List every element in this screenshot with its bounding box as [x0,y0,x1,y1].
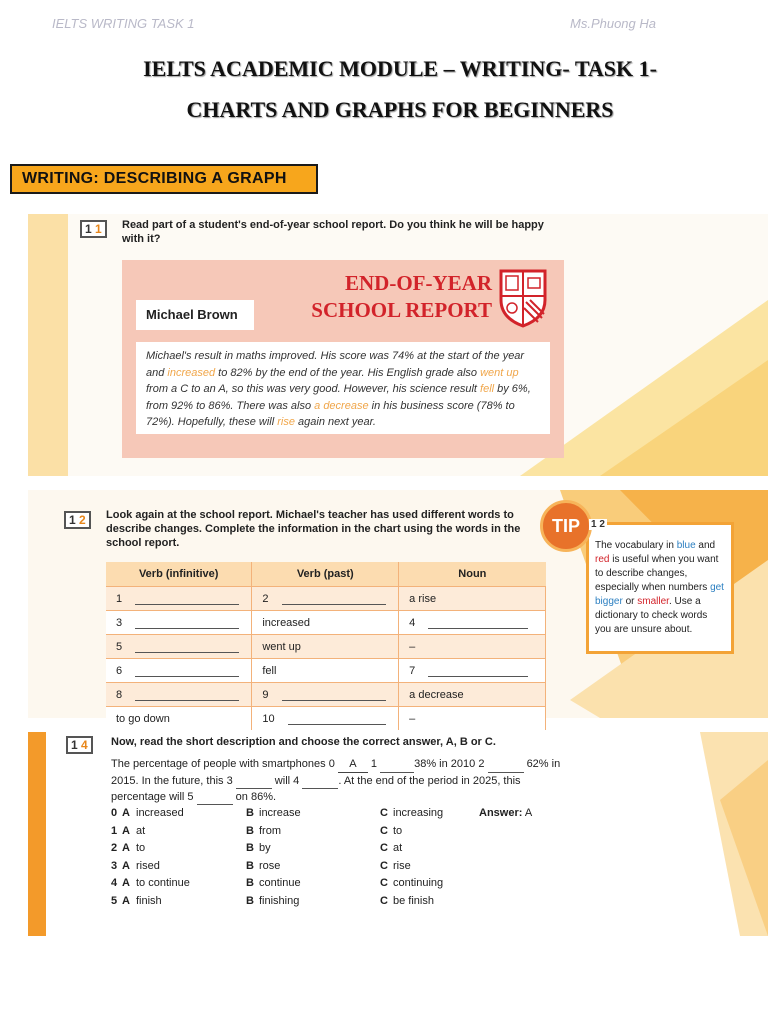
report-text-part: Michael's result in maths improved. His score was 74% at the start of the year and [146,350,525,379]
table-row [106,659,546,683]
option-part: B [246,877,254,889]
tip-text-blue: blue [676,540,696,551]
option-part: by [259,842,271,854]
option-part: C [380,807,388,819]
section-banner [10,164,318,194]
tip-text: . Use a dictionary to check words you are unsure about. [595,596,708,635]
tip-number: 1 2 [591,519,605,530]
option-part: be finish [393,894,434,907]
option-part: to [136,842,146,854]
answer-blank[interactable] [135,594,239,605]
cell-noun: a rise [399,587,546,611]
option-part: at [393,842,403,854]
option-part: 2 [111,842,118,854]
exercise-4-passage [111,756,561,805]
option-part: A [122,842,130,854]
option-part: to continue [136,877,190,889]
cell-number: 6 [116,664,123,677]
option-part: continuing [393,877,444,889]
passage-text: on 86%. [232,791,277,803]
table-row [106,707,546,731]
option-part: C [380,877,388,889]
cell-verb-past: went up [252,635,399,659]
option-row [111,858,571,876]
option-part: A [122,859,130,872]
option-part: A [122,877,130,889]
cell-noun: – [399,707,546,731]
tip-text-blue: get bigger [595,582,724,607]
badge-num: 1 [69,513,76,527]
badge-num: 1 [71,738,78,752]
passage-text: 62% in 2015. In the future, this 3 [111,758,561,787]
report-text-part: in his business score (78% to 72%). Hopefully, these will [146,399,515,428]
option-part: C [380,824,388,837]
cell-number: 2 [262,592,269,605]
option-part: B [246,824,254,837]
highlight-word: fell [480,383,495,395]
report-text-part: to 82% by the end of the year. His English grade also [215,366,481,379]
cell-number: 10 [262,712,275,725]
badge-num: 2 [79,513,86,527]
exercise-1-badge [80,220,107,238]
exercise-4-badge [66,736,93,754]
option-part: finishing [259,894,300,907]
answer-blank[interactable] [282,594,386,605]
page-title-line1: IELTS ACADEMIC MODULE – WRITING- TASK 1- [143,56,657,81]
badge-num: 4 [81,738,88,752]
answer-blank[interactable] [428,618,528,629]
option-part: 0 [111,807,118,819]
report-text-part: again next year. [294,416,376,428]
passage-text: will 4 [271,775,303,787]
verb-table [106,562,546,730]
option-part: A [122,894,130,907]
option-part: increased [136,807,184,819]
report-text [136,342,550,434]
option-part: C [380,842,388,854]
answer-blank-0[interactable]: A [338,756,368,773]
option-part: 3 [111,859,118,872]
highlight-word: went up [480,366,519,379]
tip-text: The vocabulary in [595,540,677,551]
table-header: Noun [399,562,546,587]
option-part: rise [393,859,411,872]
tip-badge: TIP [540,500,592,552]
answer-blank[interactable] [488,762,524,773]
option-part: at [136,824,146,837]
cell-verb-past: fell [252,659,399,683]
option-part: B [246,842,254,854]
cell-number: 9 [262,688,269,701]
table-row [106,587,546,611]
header-right: Ms.Phuong Ha [570,16,656,31]
tip-text: and [695,540,716,551]
cell-verb-past: increased [252,611,399,635]
option-part: B [246,807,254,819]
answer-blank[interactable] [288,714,386,725]
report-text-part: from a C to an A, so this was very good. However, his science result [146,383,481,395]
option-part: B [246,894,254,907]
answer-blank[interactable] [197,794,233,805]
answer-blank[interactable] [135,618,239,629]
option-part: increase [259,807,301,819]
table-header: Verb (infinitive) [106,562,252,587]
highlight-word: a decrease [314,399,369,412]
option-part: B [246,859,254,872]
exercise-4-question: Now, read the short description and choose the correct answer, A, B or C. [111,736,496,748]
page-title-line2: CHARTS AND GRAPHS FOR BEGINNERS [186,97,614,122]
tip-text: is useful when you want to describe changes, especially when numbers [595,554,719,593]
cell-number: 4 [409,616,416,629]
exercise-1-question: Read part of a student's end-of-year school report. Do you think he will be happy with it? [122,219,544,245]
cell-number: 7 [409,664,416,677]
option-row [111,893,571,911]
table-row [106,611,546,635]
option-row [111,823,571,841]
option-row [111,875,571,893]
exercise-2-question: Look again at the school report. Michael's teacher has used different words to describe changes. Complete the information in the chart using the words in the school report. [106,509,521,549]
header-left: IELTS WRITING TASK 1 [52,16,195,31]
cell-noun: – [399,635,546,659]
highlight-word: rise [277,416,295,428]
option-part: from [259,824,281,837]
tip-text-red: red [595,554,610,565]
tip-box [586,522,734,654]
answer-blank[interactable] [282,690,386,701]
option-part: to [393,824,403,837]
option-part: rised [136,859,160,872]
answer-blank[interactable] [302,778,338,789]
option-part: finish [136,894,162,907]
section-banner-label: WRITING: DESCRIBING A GRAPH [16,169,312,189]
option-part: 1 [111,824,118,837]
answer-blank[interactable] [135,642,239,653]
option-part: increasing [393,807,444,819]
exercise-2-badge [64,511,91,529]
badge-num: 1 [95,222,102,236]
table-row [106,683,546,707]
table-header: Verb (past) [252,562,399,587]
option-part: A [122,807,130,819]
passage-text: . At the end of the period in 2025, this percentage will 5 [111,775,521,803]
option-row [111,840,571,858]
badge-num: 1 [85,222,92,236]
answer-blank[interactable] [428,666,528,677]
report-text-part: by 6%, from 92% to 86%. There was also [146,383,531,412]
report-title-line1: END-OF-YEAR [345,271,492,295]
option-part: C [380,894,388,907]
passage-text: The percentage of people with smartphones 0 [111,758,338,770]
option-part: 4 [111,877,118,889]
answer-blank[interactable] [380,762,414,773]
cell-number: 1 [116,592,123,605]
option-part: A [122,824,130,837]
answer-blank[interactable] [135,690,239,701]
option-part: continue [259,877,301,889]
option-part: C [380,859,388,872]
cell-number: 3 [116,616,123,629]
answer-blank[interactable] [236,778,272,789]
answer-blank[interactable] [135,666,239,677]
answer-label [479,805,532,823]
cell-verb-infinitive: to go down [106,707,252,731]
table-row [106,635,546,659]
answer-value: A [524,807,533,819]
cell-noun: a decrease [399,683,546,707]
report-title [302,270,492,324]
answer-label-text: Answer: [479,807,523,819]
student-name: Michael Brown [136,300,254,330]
school-report [122,260,564,458]
cell-number: 5 [116,640,123,653]
passage-text: 1 [367,758,381,770]
cell-number: 8 [116,688,123,701]
school-crest-icon [498,268,548,328]
option-part: 5 [111,894,118,907]
highlight-word: increased [167,366,216,379]
tip-text: or [622,596,638,607]
passage-text: 38% in 2010 2 [414,758,488,770]
report-title-line2: SCHOOL REPORT [311,298,492,322]
tip-text-red: smaller [637,596,669,607]
option-part: rose [259,859,281,872]
